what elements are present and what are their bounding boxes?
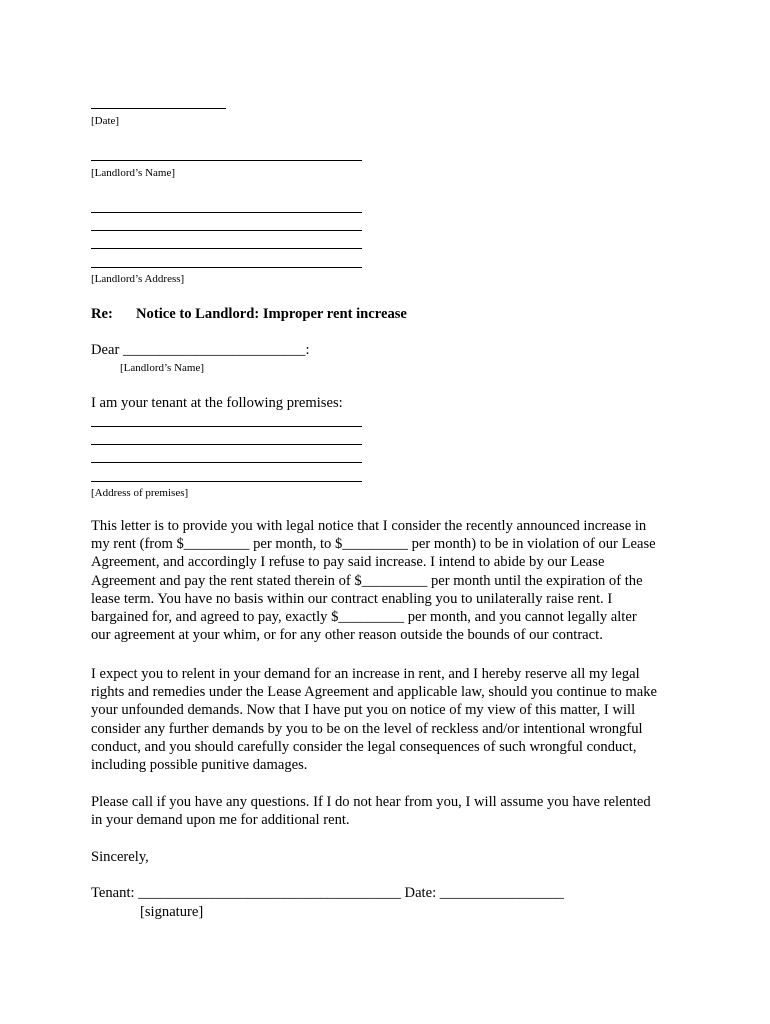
landlord-address-line-4[interactable] [91,267,362,268]
salutation-name-blank[interactable]: _________________________: [123,342,310,358]
paragraph-line: conduct, and you should carefully consider the legal consequences of such wrongful conduct, [91,738,637,755]
paragraph-line: This letter is to provide you with legal notice that I consider the recently announced increase in [91,518,647,534]
subject-line [91,306,407,323]
paragraph-line: I expect you to relent in your demand for an increase in rent, and I hereby reserve all my legal [91,666,640,682]
paragraph-line: in your demand upon me for additional rent. [91,812,350,829]
paragraph-line: consider any further demands by you to be on the level of reckless and/or intentional wrongful [91,720,643,737]
salutation-name-label: [Landlord’s Name] [120,362,204,374]
paragraph-closing-request [91,793,691,829]
paragraph-line: rights and remedies under the Lease Agreement and applicable law, should you continue to make [91,684,657,701]
premises-address-line-3[interactable] [91,462,362,463]
salutation [91,341,310,359]
paragraph-legal-notice [91,517,691,644]
date-blank-line[interactable] [91,108,226,109]
subject-text: Notice to Landlord: Improper rent increase [136,306,407,322]
paragraph-line: lease term. You have no basis within our contract enabling you to unilaterally raise rent. I [91,590,613,607]
landlord-address-line-3[interactable] [91,248,362,249]
subject-prefix: Re: [91,306,113,322]
landlord-name-label: [Landlord’s Name] [91,167,175,179]
paragraph-line: Please call if you have any questions. If I do not hear from you, I will assume you have relented [91,794,651,810]
paragraph-line: our agreement at your whim, or for any other reason outside the bounds of our contract. [91,627,603,644]
premises-address-line-2[interactable] [91,444,362,445]
paragraph-line: bargained for, and agreed to pay, exactly $_________ per month, and you cannot legally alter [91,609,637,626]
premises-intro: I am your tenant at the following premises: [91,395,343,411]
paragraph-reserve-rights [91,665,691,774]
premises-address-line-1[interactable] [91,426,362,427]
closing-sincerely: Sincerely, [91,849,149,865]
premises-address-line-4[interactable] [91,481,362,482]
landlord-address-line-2[interactable] [91,230,362,231]
premises-address-label: [Address of premises] [91,487,189,499]
paragraph-line: Agreement and pay the rent stated therein of $_________ per month until the expiration of the [91,572,643,589]
paragraph-line: including possible punitive damages. [91,757,308,774]
signature-label: [signature] [140,904,204,920]
paragraph-line: Agreement, and accordingly I refuse to pay said increase. I intend to abide by our Lease [91,554,605,571]
date-label: [Date] [91,115,120,127]
landlord-name-blank-line[interactable] [91,160,362,161]
landlord-address-label: [Landlord’s Address] [91,273,185,285]
landlord-address-line-1[interactable] [91,212,362,213]
paragraph-line: my rent (from $_________ per month, to $_________ per month) to be in violation of our Lease [91,536,656,553]
salutation-dear: Dear [91,342,124,358]
paragraph-line: your unfounded demands. Now that I have put you on notice of my view of this matter, I will [91,702,636,719]
tenant-signature-line[interactable]: Tenant: ____________________________________ Date: _________________ [91,885,564,901]
